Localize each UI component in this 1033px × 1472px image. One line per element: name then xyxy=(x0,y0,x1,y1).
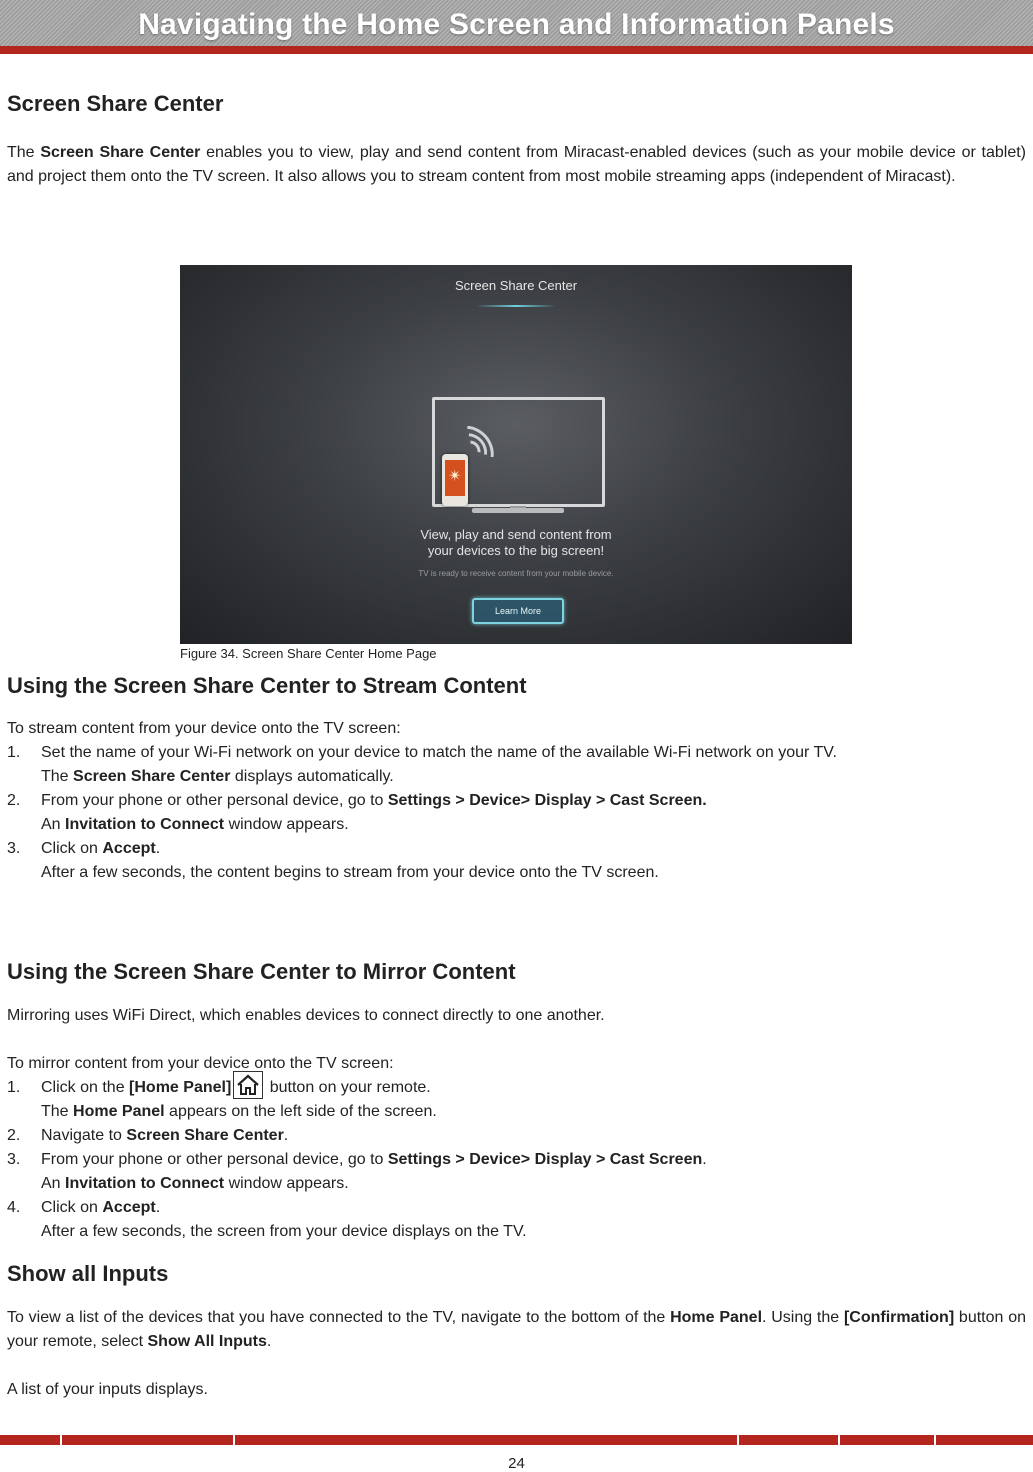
mirror-intro: To mirror content from your device onto the TV screen: xyxy=(7,1055,394,1072)
screen-share-screenshot xyxy=(180,265,852,644)
page-title: Navigating the Home Screen and Information Panels xyxy=(138,8,895,41)
stream-step-2-detail: An Invitation to Connect window appears. xyxy=(41,816,349,833)
mirror-step-3-detail: An Invitation to Connect window appears. xyxy=(41,1175,349,1192)
inputs-result: A list of your inputs displays. xyxy=(7,1381,208,1398)
home-panel-icon xyxy=(233,1071,263,1099)
screenshot-message: View, play and send content from your devices to the big screen! xyxy=(420,527,612,558)
section-heading-inputs: Show all Inputs xyxy=(7,1261,169,1286)
runner-icon: ✴ xyxy=(448,468,462,485)
footer-divider xyxy=(934,1435,936,1445)
figure-caption: Figure 34. Screen Share Center Home Page xyxy=(180,646,437,661)
phone-icon xyxy=(442,454,468,506)
mirror-step-3: 3. From your phone or other personal device, go to Settings > Device> Display > Cast Screen. xyxy=(7,1151,707,1168)
phone-screen xyxy=(445,460,465,496)
footer-divider xyxy=(838,1435,840,1445)
mirror-paragraph: Mirroring uses WiFi Direct, which enables devices to connect directly to one another. xyxy=(7,1007,605,1024)
mirror-step-4: 4. Click on Accept. xyxy=(7,1199,161,1216)
mirror-step-1-detail: The Home Panel appears on the left side of the screen. xyxy=(41,1103,437,1120)
screenshot-subtext: TV is ready to receive content from your mobile device. xyxy=(418,569,614,578)
inputs-paragraph: To view a list of the devices that you have connected to the TV, navigate to the bottom of the Home Panel. Using the [Confirmation] button on your remote, select Show All Inputs. xyxy=(7,1309,1026,1350)
stream-step-3-detail: After a few seconds, the content begins to stream from your device onto the TV screen. xyxy=(41,864,659,881)
stream-step-2: 2. From your phone or other personal device, go to Settings > Device> Display > Cast Screen. xyxy=(7,792,707,809)
mirror-step-1: 1. Click on the [Home Panel] button on your remote. xyxy=(7,1076,431,1100)
header-red-stripe xyxy=(0,46,1033,54)
mirror-step-4-detail: After a few seconds, the screen from your device displays on the TV. xyxy=(41,1223,527,1240)
stream-step-1-detail: The Screen Share Center displays automatically. xyxy=(41,768,394,785)
intro-paragraph: The Screen Share Center enables you to view, play and send content from Miracast-enabled devices (such as your mobile device or tablet) and project them onto the TV screen. It also allows you to stream content from most mobile streaming apps (independent of Miracast). xyxy=(7,144,1027,185)
footer-divider xyxy=(737,1435,739,1445)
tv-stand-base xyxy=(472,508,564,513)
mirror-step-2: 2. Navigate to Screen Share Center. xyxy=(7,1127,289,1144)
footer-divider xyxy=(60,1435,62,1445)
title-underline xyxy=(476,305,556,307)
stream-intro: To stream content from your device onto the TV screen: xyxy=(7,720,401,737)
section-heading-stream: Using the Screen Share Center to Stream Content xyxy=(7,673,527,698)
screenshot-title: Screen Share Center xyxy=(454,278,578,293)
footer-divider xyxy=(233,1435,235,1445)
page-number: 24 xyxy=(508,1455,525,1472)
footer-red-stripe xyxy=(0,1435,1033,1445)
stream-step-3: 3. Click on Accept. xyxy=(7,840,161,857)
section-heading-mirror: Using the Screen Share Center to Mirror Content xyxy=(7,959,516,984)
learn-more-button[interactable]: Learn More xyxy=(472,598,564,624)
section-heading-screen-share: Screen Share Center xyxy=(7,91,224,116)
stream-step-1: 1. Set the name of your Wi-Fi network on your device to match the name of the available Wi-Fi network on your TV. xyxy=(7,744,837,761)
